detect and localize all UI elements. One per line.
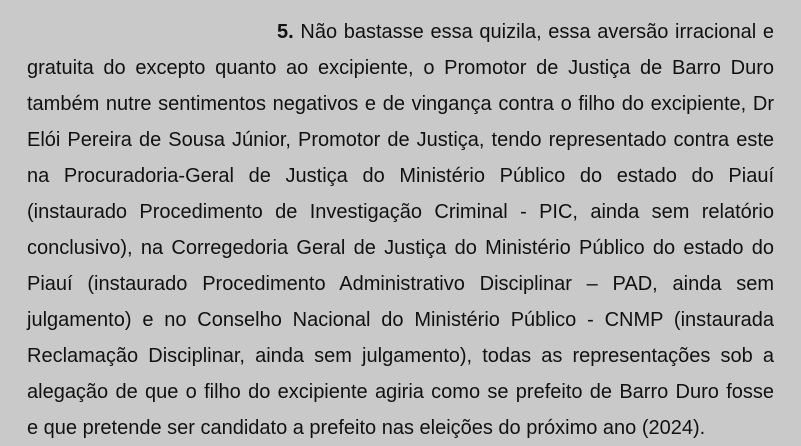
text-line: Reclamação Disciplinar, ainda sem julgamento), todas as representações sob a [27,345,774,367]
paragraph-number: 5. [277,21,294,43]
text-line: na Procuradoria-Geral de Justiça do Ministério Público do estado do Piauí [27,165,774,187]
text-line: também nutre sentimentos negativos e de vingança contra o filho do excipiente, Dr [27,93,774,115]
text-line-content: Não bastasse essa quizila, essa aversão irracional e [300,21,774,43]
text-line: gratuita do excepto quanto ao excipiente, o Promotor de Justiça de Barro Duro [27,57,774,79]
text-line: Elói Pereira de Sousa Júnior, Promotor de Justiça, tendo representado contra este [27,129,774,151]
text-line: julgamento) e no Conselho Nacional do Ministério Público - CNMP (instaurada [27,309,774,331]
text-line: e que pretende ser candidato a prefeito nas eleições do próximo ano (2024). [27,417,706,439]
paragraph-5 [27,14,774,446]
text-line: alegação de que o filho do excipiente agiria como se prefeito de Barro Duro fosse [27,381,774,403]
text-line: Piauí (instaurado Procedimento Administrativo Disciplinar – PAD, ainda sem [27,273,774,295]
text-line: (instaurado Procedimento de Investigação Criminal - PIC, ainda sem relatório [27,201,774,223]
text-line [27,14,774,50]
text-line: conclusivo), na Corregedoria Geral de Justiça do Ministério Público do estado do [27,237,774,259]
